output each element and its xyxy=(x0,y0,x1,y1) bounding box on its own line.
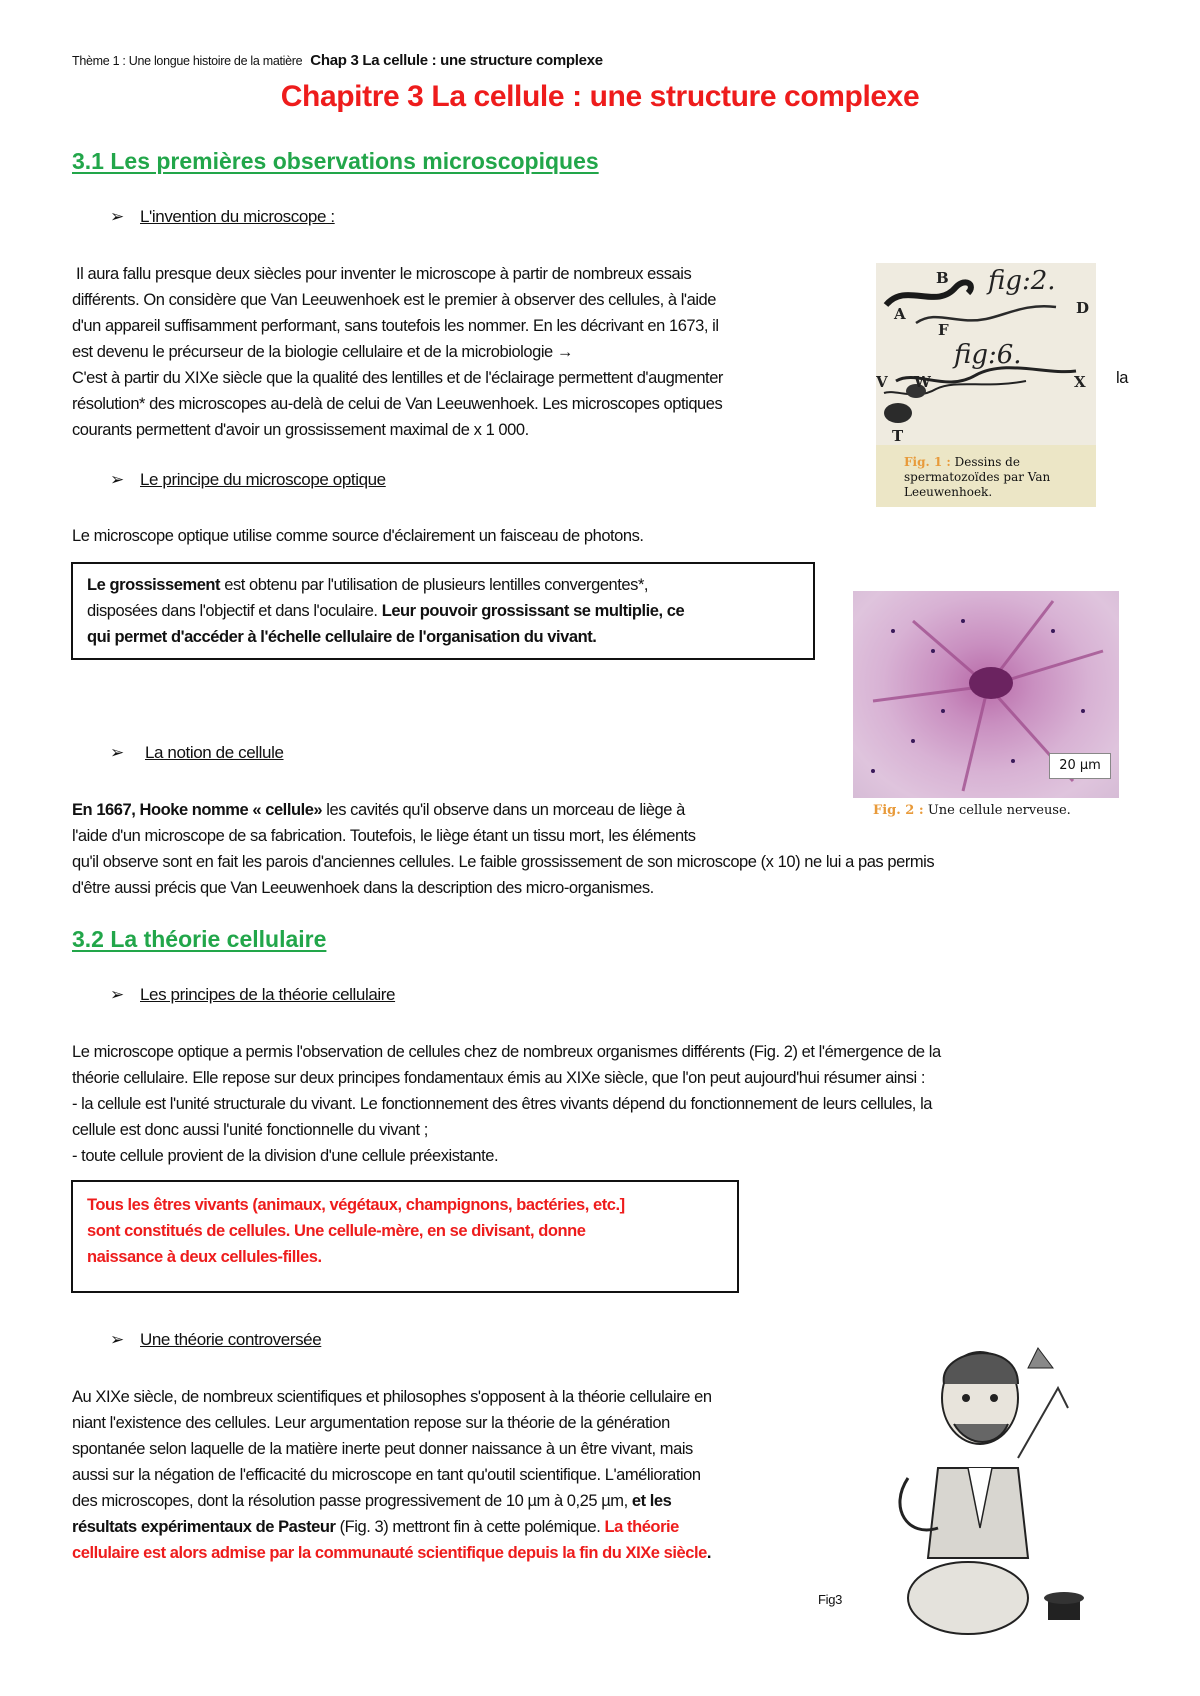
text-line: sont constitués de cellules. Une cellule-mère, en se divisant, donne xyxy=(87,1222,586,1240)
bold-text: . xyxy=(706,1544,711,1562)
bullet-controversy-label: Une théorie controversée xyxy=(140,1330,322,1349)
letter-label: A xyxy=(894,305,906,323)
text-line: naissance à deux cellules-filles. xyxy=(87,1248,322,1266)
scale-bar-label: 20 µm xyxy=(1049,753,1111,779)
bullet-principle-label: Le principe du microscope optique xyxy=(140,470,386,489)
figure-1-caption-label: Fig. 1 : xyxy=(904,455,951,469)
arrow-bullet-icon: ➢ xyxy=(110,743,124,762)
text-line: C'est à partir du XIXe siècle que la qualité des lentilles et de l'éclairage permettent d'augmenter xyxy=(72,369,723,387)
bullet-principle xyxy=(110,470,386,490)
arrow-bullet-icon: ➢ xyxy=(110,207,124,226)
text-line: Il aura fallu presque deux siècles pour inventer le microscope à partir de nombreux essais xyxy=(76,265,692,283)
bold-text: Leur pouvoir grossissant se multiplie, ce xyxy=(381,602,685,620)
bullet-cell-notion-label: La notion de cellule xyxy=(145,743,284,762)
letter-label: B xyxy=(936,269,949,287)
text-line: spontanée selon laquelle de la matière inerte peut donner naissance à un être vivant, mais xyxy=(72,1440,693,1458)
bullet-principles-label: Les principes de la théorie cellulaire xyxy=(140,985,396,1004)
paragraph-principle: Le microscope optique utilise comme source d'éclairement un faisceau de photons. xyxy=(72,527,644,545)
text-line: qu'il observe sont en fait les parois d'anciennes cellules. Le faible grossissement de son microscope (x 10) ne lui a pas permis xyxy=(72,853,935,871)
text: (Fig. 3) mettront fin à cette polémique. xyxy=(335,1518,605,1536)
figure-2-nerve-cell xyxy=(853,591,1119,829)
arrow-bullet-icon: ➢ xyxy=(110,470,124,489)
header-chapter: Chap 3 La cellule : une structure complexe xyxy=(310,52,603,69)
text: est obtenu par l'utilisation de plusieurs lentilles convergentes*, xyxy=(220,576,649,594)
bullet-principles xyxy=(110,985,395,1005)
header-theme: Thème 1 : Une longue histoire de la matière xyxy=(72,54,303,68)
text: des microscopes, dont la résolution passe progressivement de 10 µm à 0,25 µm, xyxy=(72,1492,632,1510)
text-line: Au XIXe siècle, de nombreux scientifiques et philosophes s'opposent à la théorie cellulaire en xyxy=(72,1388,712,1406)
letter-label: X xyxy=(1074,373,1086,391)
figure-2-caption-text: Une cellule nerveuse. xyxy=(923,803,1071,818)
text-line: niant l'existence des cellules. Leur argumentation repose sur la théorie de la génération xyxy=(72,1414,670,1432)
red-bold-text: La théorie xyxy=(604,1518,679,1536)
letter-label: F xyxy=(938,321,949,339)
bold-text: qui permet d'accéder à l'échelle cellulaire de l'organisation du vivant. xyxy=(87,628,597,646)
text-line: - la cellule est l'unité structurale du vivant. Le fonctionnement des êtres vivants dépend du fonctionnement de leurs cellules, la xyxy=(72,1095,933,1113)
text-line: d'être aussi précis que Van Leeuwenhoek dans la description des micro-organismes. xyxy=(72,879,654,897)
caricature-drawing xyxy=(868,1328,1100,1648)
bullet-invention-label: L'invention du microscope : xyxy=(140,207,335,226)
arrow-bullet-icon: ➢ xyxy=(110,985,124,1004)
figure-1-spermatozoa-drawings xyxy=(876,263,1096,507)
bold-text: résultats expérimentaux de Pasteur xyxy=(72,1518,336,1536)
text-line: Tous les êtres vivants (animaux, végétaux, champignons, bactéries, etc.] xyxy=(87,1196,625,1214)
figure-3-label: Fig3 xyxy=(818,1592,843,1607)
text-line: - toute cellule provient de la division d'une cellule préexistante. xyxy=(72,1147,499,1165)
letter-label: D xyxy=(1076,299,1090,317)
paragraph-controversy xyxy=(72,1384,712,1566)
page-title: Chapitre 3 La cellule : une structure complexe xyxy=(280,80,920,113)
text-line: aussi sur la négation de l'efficacité du microscope en tant qu'outil scientifique. L'amélioration xyxy=(72,1466,701,1484)
text-line: l'aide d'un microscope de sa fabrication. Toutefois, le liège étant un tissu mort, les éléments xyxy=(72,827,696,845)
text-line: courants permettent d'avoir un grossissement maximal de x 1 000. xyxy=(72,421,529,439)
text-line-wrap: la xyxy=(1116,369,1128,387)
text: les cavités qu'il observe dans un morceau de liège à xyxy=(322,801,685,819)
text-line: d'un appareil suffisamment performant, sans toutefois les nommer. En les décrivant en 1673, il xyxy=(72,317,719,335)
figure-1-caption-text: Dessins de spermatozoïdes par Van Leeuwenhoek. xyxy=(904,455,1051,499)
fig6-label: fig:6. xyxy=(954,340,1022,370)
bold-text: et les xyxy=(631,1492,672,1510)
figure-1-caption xyxy=(904,455,1064,500)
running-header xyxy=(72,52,603,69)
section-heading-3-2: 3.2 La théorie cellulaire xyxy=(72,926,327,952)
bold-text: En 1667, Hooke nomme « cellule» xyxy=(72,801,323,819)
letter-label: V xyxy=(876,373,888,391)
text: disposées dans l'objectif et dans l'oculaire. xyxy=(87,602,382,620)
key-box-magnification xyxy=(71,562,815,660)
text-line: résolution* des microscopes au-delà de celui de Van Leeuwenhoek. Les microscopes optiques xyxy=(72,395,723,413)
text-line: est devenu le précurseur de la biologie cellulaire et de la microbiologie → xyxy=(72,343,573,361)
figure-2-caption-label: Fig. 2 : xyxy=(873,803,924,818)
key-box-cell-theory xyxy=(71,1180,739,1293)
text-line: cellule est donc aussi l'unité fonctionnelle du vivant ; xyxy=(72,1121,428,1139)
section-heading-3-1: 3.1 Les premières observations microscopiques xyxy=(72,148,599,174)
bullet-controversy xyxy=(110,1330,321,1350)
text-line: théorie cellulaire. Elle repose sur deux principes fondamentaux émis au XIXe siècle, que l'on peut aujourd'hui résumer ainsi : xyxy=(72,1069,926,1087)
letter-label: T xyxy=(892,427,904,445)
text-line: différents. On considère que Van Leeuwenhoek est le premier à observer des cellules, à l'aide xyxy=(72,291,717,309)
bullet-invention xyxy=(110,207,335,227)
text-line: Le microscope optique a permis l'observation de cellules chez de nombreux organismes différents (Fig. 2) et l'émergence de la xyxy=(72,1043,941,1061)
figure-3-pasteur-caricature xyxy=(868,1328,1100,1648)
paragraph-invention xyxy=(72,261,872,443)
bold-text: Le grossissement xyxy=(87,576,221,594)
arrow-bullet-icon: ➢ xyxy=(110,1330,124,1349)
paragraph-theory xyxy=(72,1039,941,1169)
fig2-label: fig:2. xyxy=(988,266,1056,296)
bullet-cell-notion xyxy=(110,743,284,763)
letter-label: W xyxy=(914,373,931,391)
red-bold-text: cellulaire est alors admise par la communauté scientifique depuis la fin du XIXe siècle xyxy=(72,1544,707,1562)
paragraph-hooke xyxy=(72,797,934,901)
